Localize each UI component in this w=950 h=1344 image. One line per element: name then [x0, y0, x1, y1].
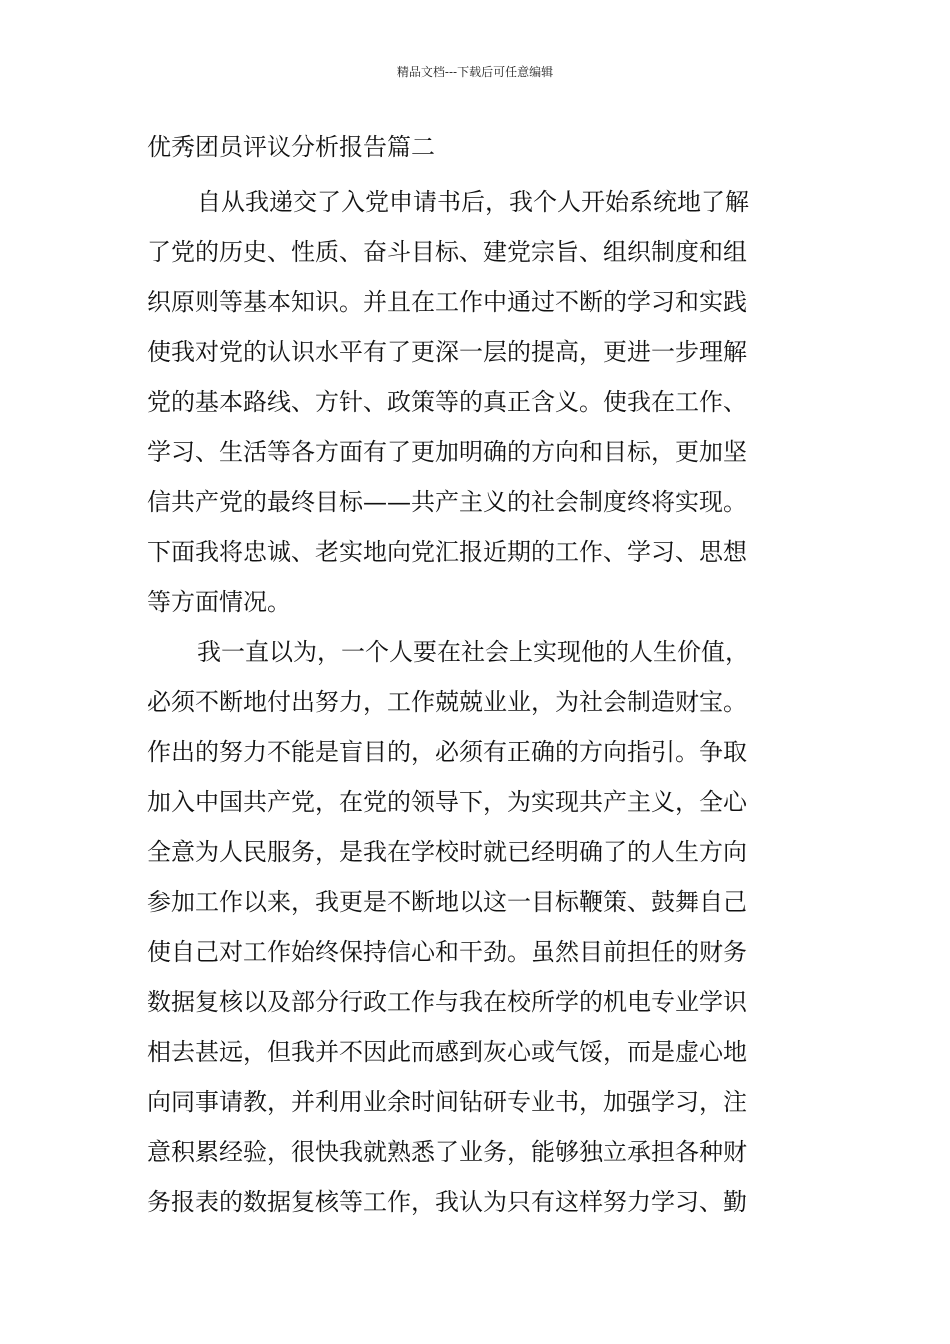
- body-text-line: 使我对党的认识水平有了更深一层的提高，更进一步理解: [147, 338, 747, 366]
- body-text-line: 党的基本路线、方针、政策等的真正含义。使我在工作、: [147, 388, 747, 416]
- page-header: 精品文档---下载后可任意编辑: [396, 65, 554, 79]
- body-text-line: 织原则等基本知识。并且在工作中通过不断的学习和实践: [147, 288, 747, 316]
- body-text-line: 等方面情况。: [147, 588, 291, 616]
- body-text-line: 加入中国共产党，在党的领导下，为实现共产主义，全心: [147, 788, 747, 816]
- body-text-line: 数据复核以及部分行政工作与我在校所学的机电专业学识: [147, 988, 747, 1016]
- body-text-line: 信共产党的最终目标——共产主义的社会制度终将实现。: [147, 488, 747, 516]
- body-text-line: 参加工作以来，我更是不断地以这一目标鞭策、鼓舞自己: [147, 888, 747, 916]
- body-text-line: 作出的努力不能是盲目的，必须有正确的方向指引。争取: [147, 738, 747, 766]
- body-text-line: 全意为人民服务，是我在学校时就已经明确了的人生方向: [147, 838, 747, 866]
- body-text-line: 意积累经验，很快我就熟悉了业务，能够独立承担各种财: [147, 1138, 747, 1166]
- body-text-line: 使自己对工作始终保持信心和干劲。虽然目前担任的财务: [147, 938, 747, 966]
- body-text-line: 相去甚远，但我并不因此而感到灰心或气馁，而是虚心地: [147, 1038, 747, 1066]
- body-text-line: 下面我将忠诚、老实地向党汇报近期的工作、学习、思想: [147, 538, 747, 566]
- body-text-line: 学习、生活等各方面有了更加明确的方向和目标，更加坚: [147, 438, 747, 466]
- body-text-line: 务报表的数据复核等工作，我认为只有这样努力学习、勤: [147, 1188, 747, 1216]
- document-body: [147, 177, 807, 1227]
- document-title: 优秀团员评议分析报告篇二: [147, 133, 435, 161]
- body-text-line: 了党的历史、性质、奋斗目标、建党宗旨、组织制度和组: [147, 238, 747, 266]
- body-text-line: 自从我递交了入党申请书后，我个人开始系统地了解: [197, 188, 749, 216]
- body-text-line: 必须不断地付出努力，工作兢兢业业，为社会制造财宝。: [147, 688, 747, 716]
- body-text-line: 向同事请教，并利用业余时间钻研专业书，加强学习，注: [147, 1088, 747, 1116]
- body-text-line: 我一直以为，一个人要在社会上实现他的人生价值，: [197, 638, 749, 666]
